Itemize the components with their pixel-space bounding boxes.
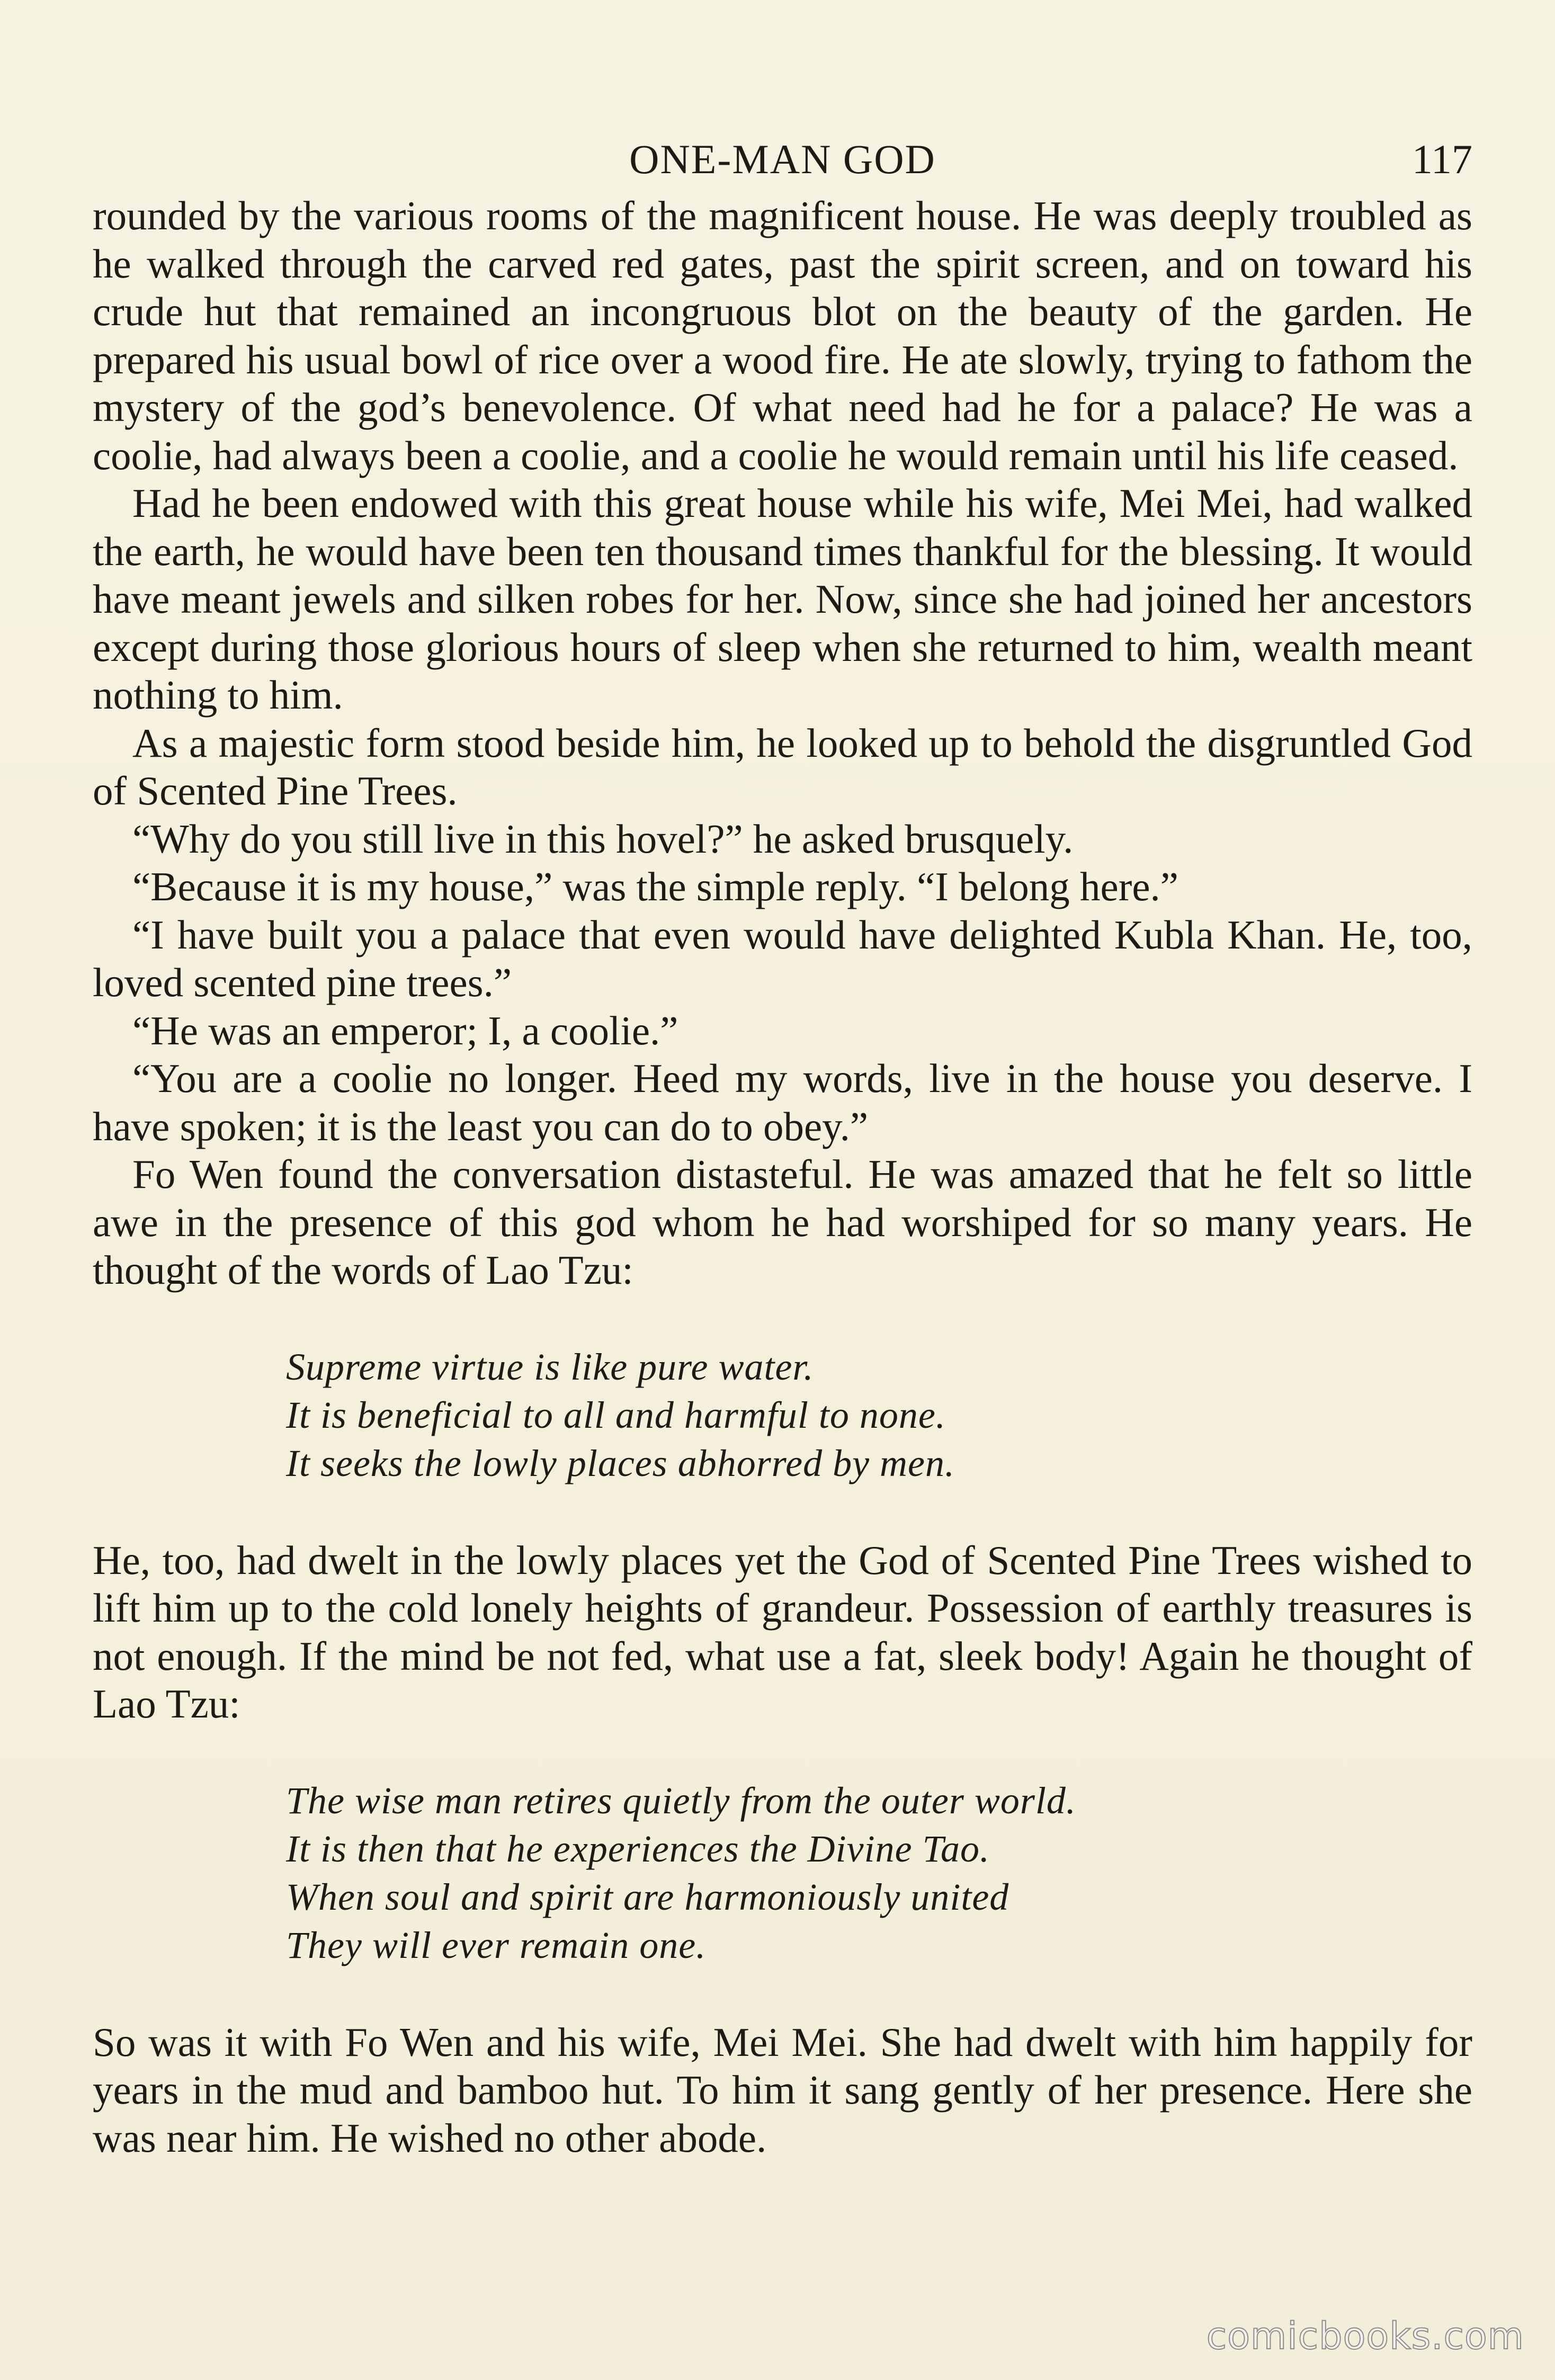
verse-line: Supreme virtue is like pure water. [286,1345,814,1388]
dialogue-paragraph: “I have built you a palace that even would have delighted Kubla Khan. He, too, loved scented pine trees.” [93,911,1472,1005]
dialogue-paragraph: “Because it is my house,” was the simple reply. “I belong here.” [132,864,1178,909]
paragraph: As a majestic form stood beside him, he looked up to behold the disgruntled God of Scented Pine Trees. [93,720,1472,813]
paragraph: Fo Wen found the conversation distasteful. He was amazed that he felt so little awe in the presence of this god whom he had worshiped for so many years. He thought of the words of Lao Tzu: [93,1151,1472,1293]
dialogue-paragraph: “You are a coolie no longer. Heed my words, live in the house you deserve. I have spoken; it is the least you can do to obey.” [93,1055,1472,1149]
page-header [93,130,1472,189]
verse-line: The wise man retires quietly from the outer world. [286,1779,1076,1822]
verse-line: They will ever remain one. [286,1923,707,1966]
dialogue-paragraph: “He was an emperor; I, a coolie.” [132,1007,678,1053]
dialogue-paragraph: “Why do you still live in this hovel?” he asked brusquely. [132,816,1074,862]
verse-line: When soul and spirit are harmoniously united [286,1875,1009,1918]
paragraph: So was it with Fo Wen and his wife, Mei Mei. She had dwelt with him happily for years in the mud and bamboo hut. To him it sang gently of her presence. Here she was near him. He wished no other abode. [93,2019,1472,2161]
page-body [93,192,1472,2162]
watermark-text: comicbooks.com [1206,2314,1524,2358]
verse-quote [286,1343,1472,1488]
verse-line: It seeks the lowly places abhorred by men. [286,1442,955,1484]
paragraph-continued: rounded by the various rooms of the magnificent house. He was deeply troubled as he walked through the carved red gates, past the spirit screen, and on toward his crude hut that remained an incongruous blot on the beauty of the garden. He prepared his usual bowl of rice over a wood fire. He ate slowly, trying to fathom the mystery of the god’s benevolence. Of what need had he for a palace? He was a coolie, had always been a coolie, and a coolie he would remain until his life ceased. [93,193,1472,478]
verse-line: It is beneficial to all and harmful to none. [286,1393,946,1436]
page-number: 117 [1411,136,1472,182]
paragraph: He, too, had dwelt in the lowly places yet the God of Scented Pine Trees wished to lift him up to the cold lonely heights of grandeur. Possession of earthly treasures is not enough. If the mind be not fed, what use a fat, sleek body! Again he thought of Lao Tzu: [93,1537,1472,1726]
running-title: ONE-MAN GOD [629,136,936,182]
verse-line: It is then that he experiences the Divine Tao. [286,1827,990,1870]
paragraph: Had he been endowed with this great house while his wife, Mei Mei, had walked the earth, he would have been ten thousand times thankful for the blessing. It would have meant jewels and silken robes for her. Now, since she had joined her ancestors except during those glorious hours of sleep when she returned to him, wealth meant nothing to him. [93,480,1472,718]
verse-quote [286,1777,1472,1970]
